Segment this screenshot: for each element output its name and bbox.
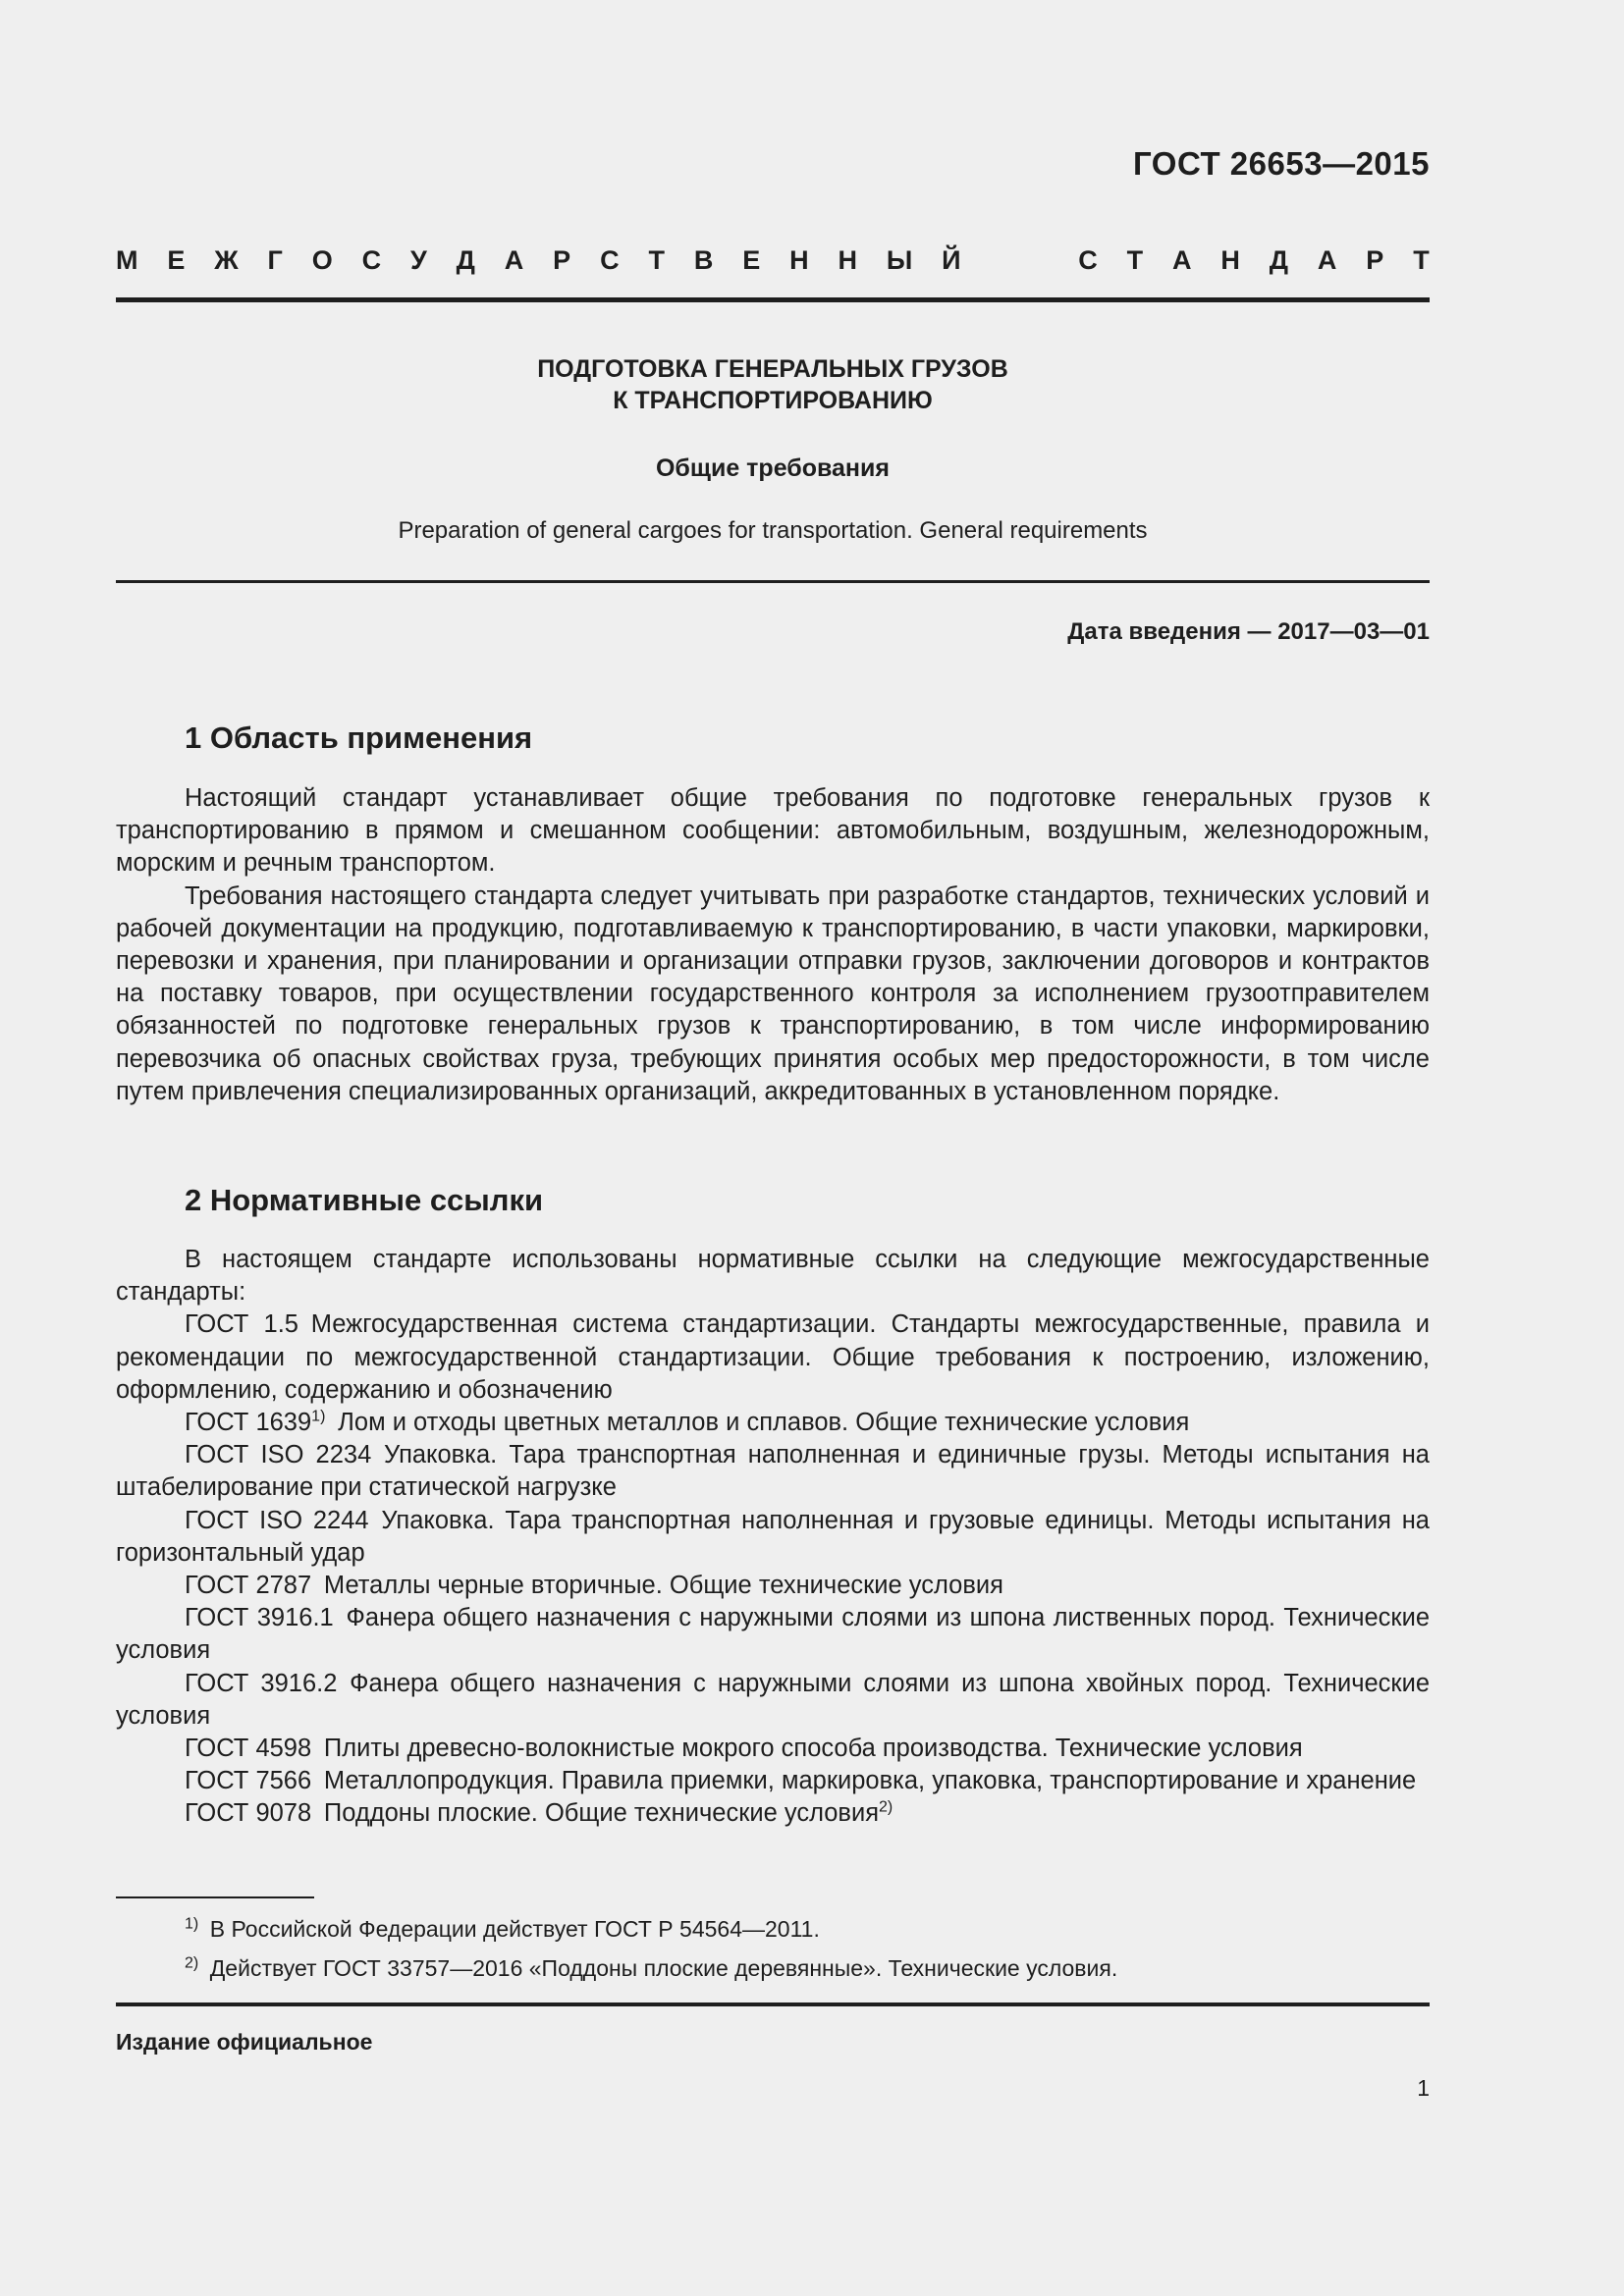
banner-letter: С — [600, 245, 620, 275]
banner-letter: Р — [1366, 245, 1384, 275]
banner-letter: У — [410, 245, 427, 275]
footnote-marker: 2) — [879, 1798, 893, 1816]
reference-title: Упаковка. Тара транспортная наполненная и грузовые единицы. Методы испытания на горизонтальный удар — [116, 1506, 1430, 1567]
reference-title: Фанера общего назначения с наружными слоями из шпона хвойных пород. Технические условия — [116, 1669, 1431, 1730]
section-2-intro: В настоящем стандарте использованы нормативные ссылки на следующие межгосударственные стандарты: — [116, 1246, 1430, 1307]
banner-letter: Д — [456, 245, 475, 275]
banner-letter: Т — [1413, 245, 1430, 275]
banner-letter: Г — [267, 245, 283, 275]
banner-letter: А — [1172, 245, 1192, 275]
footnotes — [185, 1909, 1117, 1988]
document-code: ГОСТ 26653—2015 — [1133, 145, 1430, 182]
reference-item — [116, 1733, 1430, 1765]
reference-title: Упаковка. Тара транспортная наполненная и единичные грузы. Методы испытания на штабелирование при статической нагрузке — [116, 1441, 1430, 1502]
page-number: 1 — [1417, 2075, 1430, 2101]
banner-letter: О — [311, 245, 333, 275]
reference-code: ГОСТ ISO 2244 — [185, 1506, 369, 1534]
reference-code: ГОСТ 2787 — [185, 1572, 312, 1600]
reference-code: ГОСТ 9078 — [185, 1799, 312, 1828]
reference-item — [116, 1570, 1430, 1602]
banner-letter: Е — [167, 245, 186, 275]
banner-word-gap — [990, 245, 1049, 276]
footnote-text: Действует ГОСТ 33757—2016 «Поддоны плоские деревянные». Технические условия. — [198, 1955, 1118, 1981]
section-1-heading: 1 Область применения — [185, 721, 533, 755]
footer-rule — [116, 2002, 1430, 2006]
title-rule — [116, 580, 1430, 583]
reference-item — [116, 1308, 1430, 1407]
banner-letter: Т — [1126, 245, 1144, 275]
section-2-body — [116, 1244, 1430, 1831]
reference-code: ГОСТ ISO 2234 — [185, 1441, 372, 1469]
section-1-paragraph-1: Настоящий стандарт устанавливает общие требования по подготовке генеральных грузов к транспортированию в прямом и смешанном сообщении: автомобильным, воздушным, железнодорожным, морским и речным транспортом. — [116, 784, 1430, 878]
document-title — [116, 353, 1430, 416]
footnote-text: В Российской Федерации действует ГОСТ Р 54564—2011. — [198, 1916, 820, 1942]
banner-letter: Р — [553, 245, 571, 275]
reference-item — [116, 1505, 1430, 1570]
interstate-standard-banner — [116, 245, 1430, 276]
banner-letter: Д — [1269, 245, 1289, 275]
header-rule — [116, 297, 1430, 302]
reference-title: Металлопродукция. Правила приемки, маркировка, упаковка, транспортирование и хранение — [311, 1767, 1417, 1795]
reference-item — [116, 1407, 1430, 1439]
banner-letter: С — [1078, 245, 1098, 275]
footnote-marker: 2) — [185, 1954, 199, 1972]
banner-letter: Е — [742, 245, 761, 275]
reference-code: ГОСТ 1639 — [185, 1409, 312, 1437]
banner-letter: Н — [838, 245, 857, 275]
title-line-2: К ТРАНСПОРТИРОВАНИЮ — [613, 387, 933, 414]
reference-title: Поддоны плоские. Общие технические условия — [311, 1799, 880, 1828]
footnote — [185, 1909, 1117, 1949]
banner-letter: С — [361, 245, 382, 275]
section-2-heading: 2 Нормативные ссылки — [185, 1183, 544, 1217]
reference-code: ГОСТ 7566 — [185, 1767, 312, 1795]
banner-letter: А — [504, 245, 524, 275]
footnote-marker: 1) — [185, 1915, 199, 1933]
reference-code: ГОСТ 1.5 — [185, 1310, 298, 1339]
reference-code: ГОСТ 4598 — [185, 1735, 312, 1763]
reference-title: Лом и отходы цветных металлов и сплавов. Общие технические условия — [325, 1409, 1190, 1437]
reference-code: ГОСТ 3916.1 — [185, 1604, 334, 1632]
section-1-body — [116, 782, 1430, 1108]
reference-item — [116, 1765, 1430, 1797]
section-1-paragraph-2: Требования настоящего стандарта следует учитывать при разработке стандартов, технических условий и рабочей документации на продукцию, подготавливаемую к транспортированию, в части упаковки, маркировки, перевозки и хранения, при планировании и организации отправки грузов, заключении договоров и контрактов на поставку товаров, при осуществлении государственного контроля за исполнением грузоотправителем обязанностей по подготовке генеральных грузов к транспортированию, в том числе информированию перевозчика об опасных свойствах груза, требующих принятия особых мер предосторожности, в том числе путем привлечения специализированных организаций, аккредитованных в установленном порядке. — [116, 881, 1430, 1105]
banner-letter: В — [693, 245, 714, 275]
reference-title: Металлы черные вторичные. Общие технические условия — [311, 1572, 1003, 1600]
reference-code: ГОСТ 3916.2 — [185, 1669, 338, 1697]
document-subtitle: Общие требования — [655, 454, 890, 482]
english-title: Preparation of general cargoes for transportation. General requirements — [398, 517, 1148, 544]
reference-item — [116, 1602, 1430, 1667]
footnote-marker: 1) — [311, 1408, 326, 1425]
banner-letter: Ы — [886, 245, 913, 275]
official-edition-label: Издание официальное — [116, 2029, 373, 2055]
banner-letter: А — [1317, 245, 1337, 275]
footnote-separator — [116, 1896, 314, 1898]
reference-item — [116, 1439, 1430, 1504]
banner-letter: Т — [648, 245, 665, 275]
normative-references-list — [116, 1308, 1430, 1830]
reference-item — [116, 1797, 1430, 1830]
reference-title: Фанера общего назначения с наружными слоями из шпона лиственных пород. Технические условия — [116, 1604, 1430, 1665]
title-line-1: ПОДГОТОВКА ГЕНЕРАЛЬНЫХ ГРУЗОВ — [537, 355, 1008, 383]
introduction-date: Дата введения — 2017—03—01 — [1067, 618, 1430, 645]
reference-title: Плиты древесно-волокнистые мокрого способа производства. Технические условия — [311, 1735, 1303, 1763]
footnote — [185, 1949, 1117, 1988]
reference-item — [116, 1668, 1430, 1733]
banner-letter: Ж — [214, 245, 239, 275]
banner-letter: М — [116, 245, 138, 275]
banner-letter: Й — [942, 245, 961, 275]
banner-letter: Н — [789, 245, 809, 275]
reference-title: Межгосударственная система стандартизации. Стандарты межгосударственные, правила и рекомендации по межгосударственной стандартизации. Общие требования к построению, изложению, оформлению, содержанию и обозначению — [116, 1310, 1431, 1404]
banner-letter: Н — [1220, 245, 1240, 275]
